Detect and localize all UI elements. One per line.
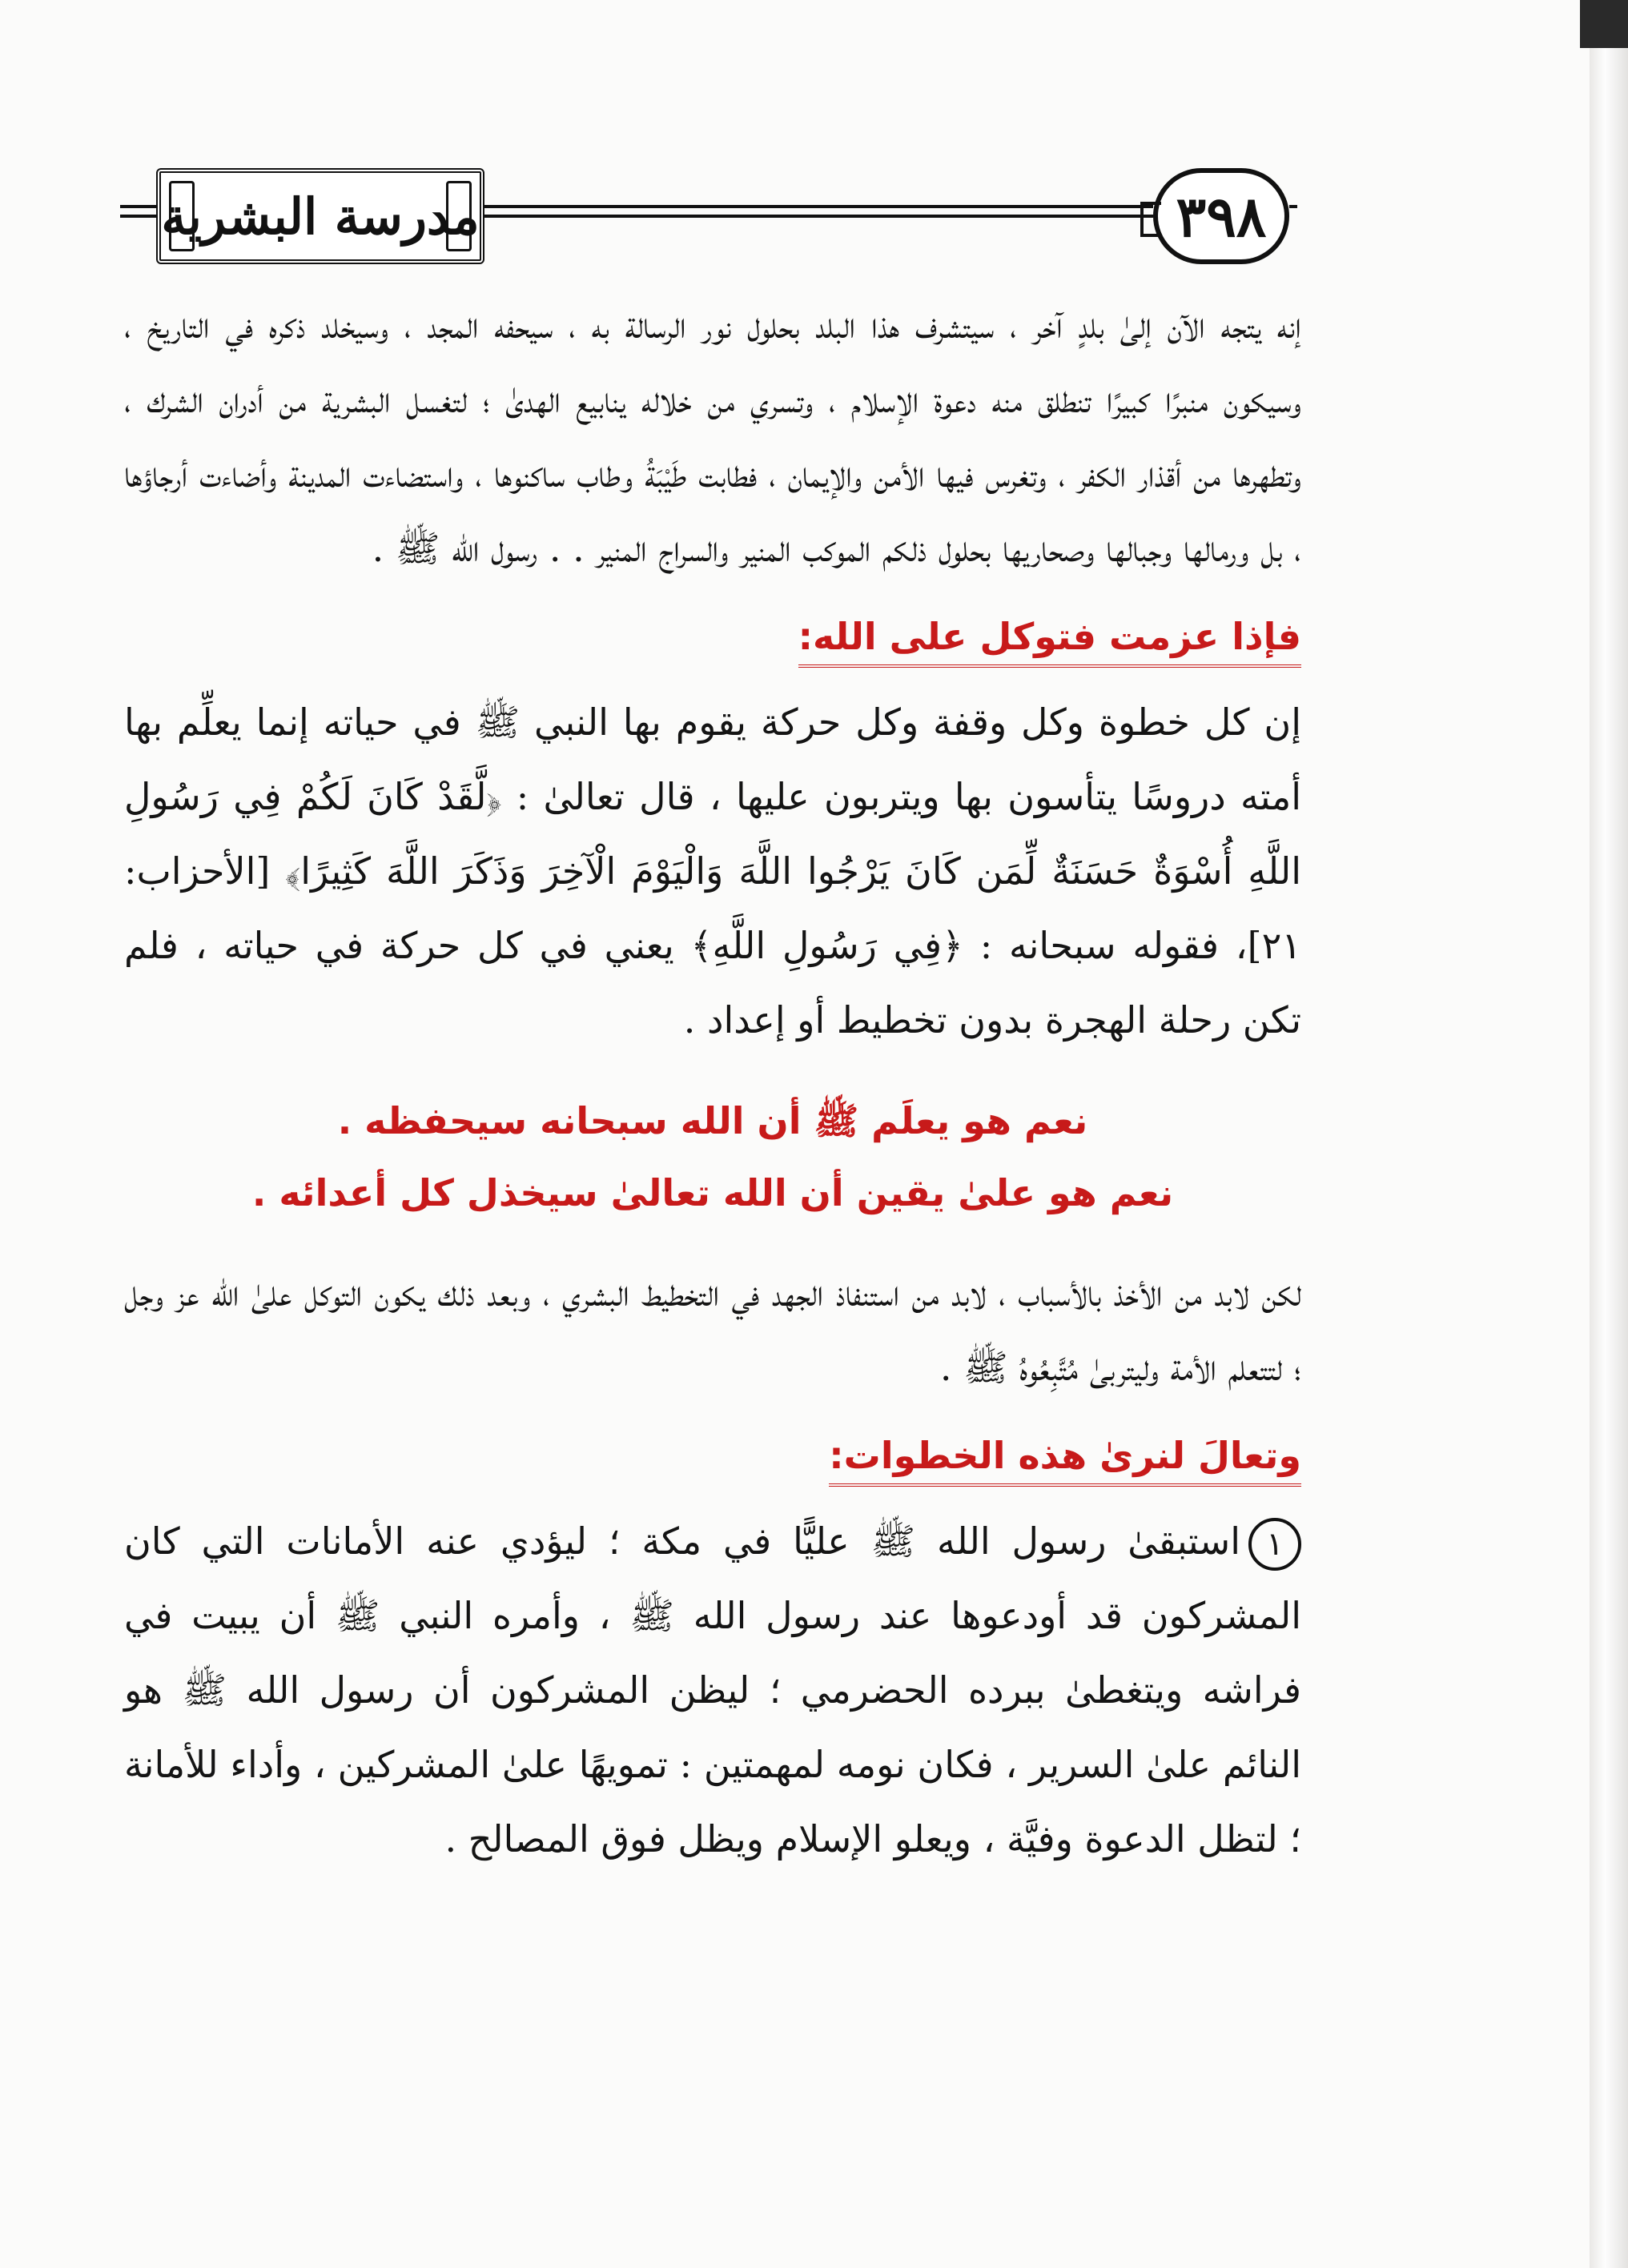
highlight-line-2: نعم هو علىٰ يقين أن الله تعالىٰ سيخذل كل أعدائه . xyxy=(251,1171,1174,1214)
header-rule-middle xyxy=(484,205,1153,208)
book-title-emblem xyxy=(156,168,484,264)
paragraph-4 xyxy=(124,1504,1301,1877)
header-rule-middle-2 xyxy=(484,215,1153,218)
section-heading-1: فإذا عزمت فتوكل على الله: xyxy=(798,608,1301,668)
heading-1-wrap xyxy=(124,608,1301,668)
heading-2-wrap xyxy=(124,1427,1301,1487)
header-rule-right xyxy=(1289,205,1297,208)
page-content xyxy=(124,288,1301,1877)
page-header xyxy=(120,152,1297,280)
page-edge xyxy=(1590,0,1628,2268)
highlight-line-1: نعم هو يعلَم ﷺ أن الله سبحانه سيحفظه . xyxy=(337,1099,1088,1142)
section-heading-2: وتعالَ لنرىٰ هذه الخطوات: xyxy=(829,1427,1301,1487)
paragraph-3: لكن لابد من الأخذ بالأسباب ، لابد من استنفاذ الجهد في التخطيط البشري ، وبعد ذلك يكون التوكل علىٰ الله عز وجل ؛ لتتعلم الأمة وليتربىٰ مُتَّبِعُوهُ ﷺ . xyxy=(124,1271,1301,1389)
step-number-badge: ١ xyxy=(1248,1518,1301,1571)
header-rule-left xyxy=(120,205,156,208)
book-title: مدرسة البشرية xyxy=(161,187,480,246)
paragraph-1: إنه يتجه الآن إلىٰ بلدٍ آخر ، سيتشرف هذا البلد بحلول نور الرسالة به ، سيحفه المجد ، وسيخلد ذكره في التاريخ ، وسيكون منبرًا كبيرًا تنطلق منه دعوة الإسلام ، وتسري من خلاله ينابيع الهدىٰ ؛ لتغسل البشرية من أدران الشرك ، وتطهرها من أقذار الكفر ، وتغرس فيها الأمن والإيمان ، فطابت طَيْبَةُ وطاب ساكنوها ، واستضاءت المدينة وأضاءت أرجاؤها ، بل ورمالها وجبالها وصحاريها بحلول ذلكم الموكب المنير والسراج المنير . . رسول الله ﷺ . xyxy=(124,303,1301,570)
corner-mark xyxy=(1580,0,1628,48)
header-rule-left-2 xyxy=(120,215,156,218)
paragraph-2: إن كل خطوة وكل وقفة وكل حركة يقوم بها النبي ﷺ في حياته إنما يعلِّم بها أمته دروسًا يتأسون بها ويتربون عليها ، قال تعالىٰ : ﴿لَّقَدْ كَانَ لَكُمْ فِي رَسُولِ اللَّهِ أُسْوَةٌ حَسَنَةٌ لِّمَن كَانَ يَرْجُوا اللَّهَ وَالْيَوْمَ الْآخِرَ وَذَكَرَ اللَّهَ كَثِيرًا﴾ [الأحزاب: ٢١]، فقوله سبحانه : ﴿فِي رَسُولِ اللَّهِ﴾ يعني في كل حركة في حياته ، فلم تكن رحلة الهجرة بدون تخطيط أو إعداد . xyxy=(124,700,1301,1042)
paragraph-4-text: استبقىٰ رسول الله ﷺ عليًّا في مكة ؛ ليؤدي عنه الأمانات التي كان المشركون قد أودعوها عند رسول الله ﷺ ، وأمره النبي ﷺ أن يبيت في فراشه ويتغطىٰ ببرده الحضرمي ؛ ليظن المشركون أن رسول الله ﷺ هو النائم علىٰ السرير ، فكان نومه لمهمتين : تمويهًا علىٰ المشركين ، وأداء للأمانة ؛ لتظل الدعوة وفيَّة ، ويعلو الإسلام ويظل فوق المصالح . xyxy=(124,1519,1301,1861)
page-number: ٣٩٨ xyxy=(1153,168,1289,264)
